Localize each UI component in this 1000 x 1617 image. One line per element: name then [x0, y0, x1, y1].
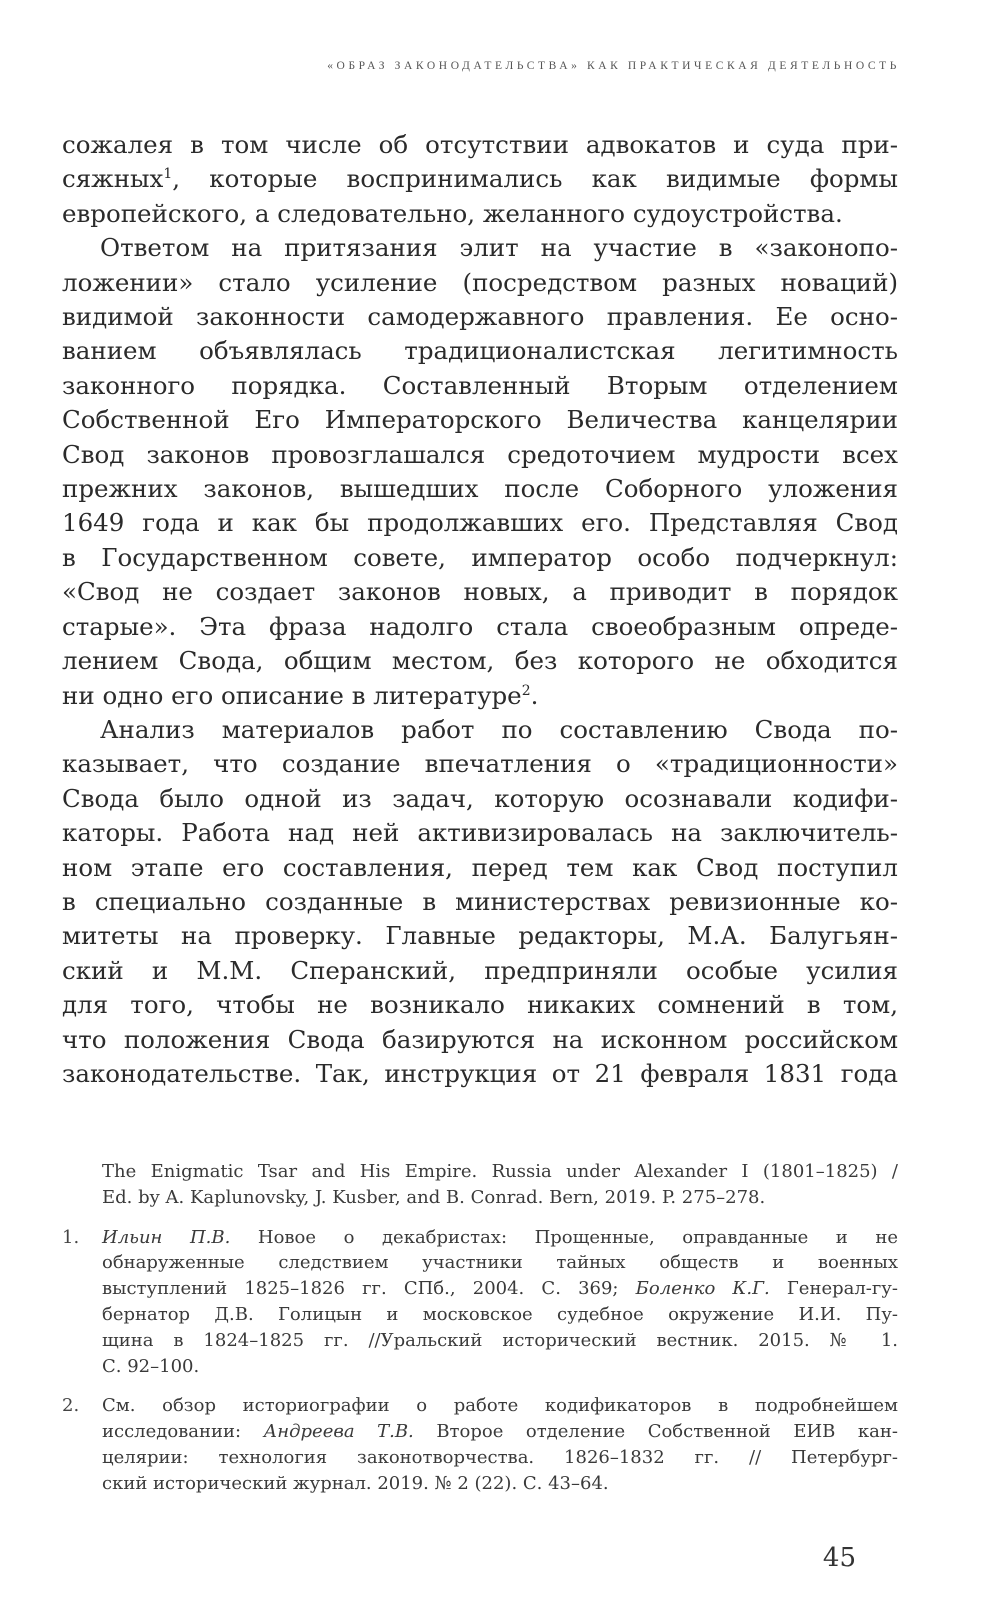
footnote-number: 1. [62, 1226, 80, 1248]
text-line: законодательстве. Так, инструкция от 21 февраля 1831 года [62, 1058, 898, 1088]
footnote-ref-2[interactable]: 2 [521, 682, 531, 699]
author-name: Андреева Т.В. [263, 1421, 414, 1443]
text-line: «Свод не создает законов новых, а приводит в порядок [62, 577, 898, 607]
text-line: европейского, а следовательно, желанного судоустройства. [62, 198, 843, 228]
text-line: старые». Эта фраза надолго стала своеобразным опреде- [62, 611, 898, 641]
text-line: в специально созданные в министерствах ревизионные ко- [62, 886, 898, 916]
paragraph-2 [62, 231, 898, 713]
footnote-1 [62, 1225, 898, 1380]
text-line: ванием объявлялась традиционалистская легитимность [62, 336, 898, 366]
footnote-line: The Enigmatic Tsar and His Empire. Russia under Alexander I (1801–1825) / [102, 1161, 898, 1182]
text-fragment: , которые воспринимались как видимые формы [172, 164, 898, 194]
text-line [62, 162, 898, 196]
text-line: митеты на проверку. Главные редакторы, М.А. Балугьян- [62, 921, 898, 951]
text-fragment: Второе отделение Собственной ЕИВ кан- [413, 1421, 898, 1443]
text-line: прежних законов, вышедших после Соборного уложения [62, 474, 898, 504]
footnote-line: С. 92–100. [102, 1355, 200, 1377]
footnote-ref-1[interactable]: 1 [163, 166, 173, 183]
text-line: сожалея в том числе об отсутствии адвокатов и суда при- [62, 130, 898, 159]
text-line: ложении» стало усиление (посредством разных новаций) [62, 267, 898, 297]
footnote-line: ский исторический журнал. 2019. № 2 (22). С. 43–64. [102, 1472, 609, 1494]
text-fragment: исследовании: [102, 1421, 264, 1443]
main-text [62, 128, 898, 1091]
text-line: для того, чтобы не возникало никаких сомнений в том, [62, 990, 898, 1020]
footnote-line [102, 1276, 898, 1302]
text-line: Свод законов провозглашался средоточием мудрости всех [62, 439, 898, 469]
footnotes [62, 1159, 898, 1511]
text-line: что положения Свода базируются на исконном российском [62, 1024, 898, 1054]
paragraph-3 [62, 713, 898, 1091]
text-line: 1649 года и как бы продолжавших его. Представляя Свод [62, 508, 898, 538]
text-line: ский и М.М. Сперанский, предприняли особые усилия [62, 955, 898, 985]
text-line: каторы. Работа над ней активизировалась на заключитель- [62, 818, 898, 848]
text-line: законного порядка. Составленный Вторым отделением [62, 370, 898, 400]
running-head: «ОБРАЗ ЗАКОНОДАТЕЛЬСТВА» КАК ПРАКТИЧЕСКАЯ ДЕЯТЕЛЬНОСТЬ [327, 60, 900, 72]
footnote-continuation [62, 1159, 898, 1211]
author-name: Боленко К.Г. [635, 1278, 770, 1300]
footnote-line: обнаруженные следствием участники тайных обществ и военных [102, 1252, 898, 1274]
text-line: Свода было одной из задач, которую осознавали кодифи- [62, 783, 898, 813]
page-number: 45 [822, 1543, 856, 1573]
footnote-line: целярии: технология законотворчества. 1826–1832 гг. // Петербург- [102, 1446, 898, 1468]
text-line: лением Свода, общим местом, без которого не обходится [62, 646, 898, 676]
footnote-line: щина в 1824–1825 гг. //Уральский исторический вестник. 2015. № 1. [102, 1329, 898, 1351]
footnote-line [102, 1225, 898, 1251]
author-name: Ильин П.В. [102, 1226, 231, 1248]
text-line: видимой законности самодержавного правления. Ее осно- [62, 302, 898, 332]
text-fragment: Генерал-гу- [769, 1278, 898, 1300]
text-line: Ответом на притязания элит на участие в «законопо- [100, 233, 898, 263]
footnote-text [102, 1393, 898, 1496]
text-fragment: ни одно его описание в литературе [62, 680, 522, 710]
footnote-2 [62, 1393, 898, 1496]
text-fragment: Новое о декабристах: Прощенные, оправданные и не [230, 1226, 898, 1248]
footnote-text [102, 1225, 898, 1380]
text-line: казывает, что создание впечатления о «традиционности» [62, 749, 898, 779]
text-line: Анализ материалов работ по составлению Свода по- [100, 714, 898, 744]
text-fragment: сяжных [62, 164, 164, 194]
footnote-number: 2. [62, 1395, 80, 1417]
footnote-line: Ed. by A. Kaplunovsky, J. Kusber, and B. Conrad. Bern, 2019. P. 275–278. [102, 1186, 766, 1208]
text-line: ном этапе его составления, перед тем как Свод поступил [62, 852, 898, 882]
footnote-line: бернатор Д.В. Голицын и московское судебное окружение И.И. Пу- [102, 1303, 898, 1325]
text-line: в Государственном совете, император особо подчеркнул: [62, 542, 898, 572]
paragraph-1 [62, 128, 898, 231]
text-line: Собственной Его Императорского Величества канцелярии [62, 405, 898, 435]
footnote-line: См. обзор историографии о работе кодификаторов в подробнейшем [102, 1395, 898, 1417]
text-fragment: выступлений 1825–1826 гг. СПб., 2004. С. 369; [102, 1278, 636, 1300]
footnote-line [102, 1419, 898, 1445]
text-line: ни одно его описание в литературе$^2$. [62, 680, 539, 710]
